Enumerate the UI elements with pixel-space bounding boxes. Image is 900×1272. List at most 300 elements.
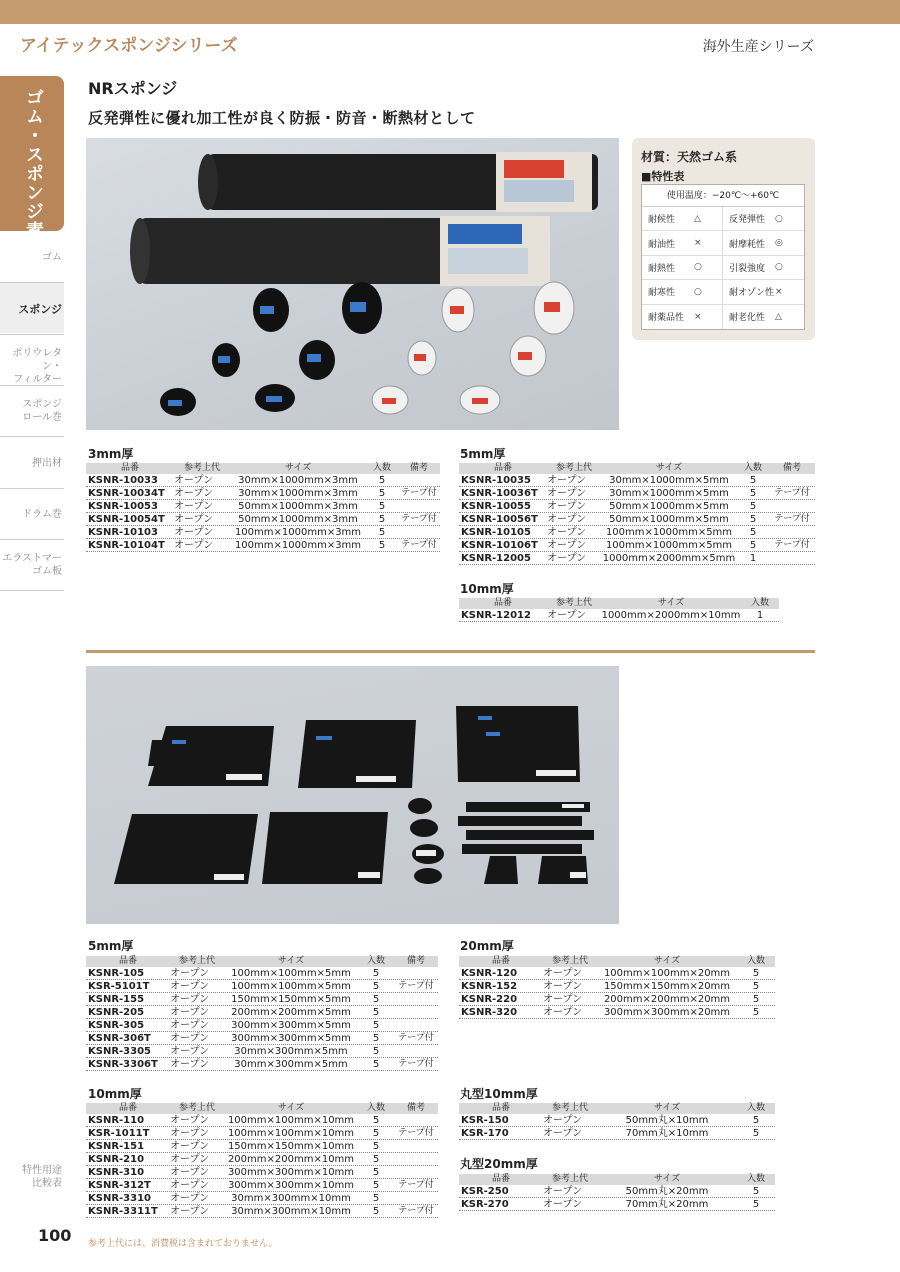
price-footnote: 参考上代には、消費税は含まれておりません。 xyxy=(88,1239,278,1249)
table-row xyxy=(459,1127,775,1140)
series-title: アイテックスポンジシリーズ xyxy=(20,36,238,56)
properties-heading: ■特性表 xyxy=(641,170,685,183)
table-header xyxy=(86,463,440,474)
section-divider xyxy=(86,650,815,653)
table-cell-code: KSNR-151 xyxy=(88,1141,145,1152)
table-cell-size: 300mm×300mm×10mm xyxy=(227,1180,355,1191)
table-cell-size: 100mm×100mm×20mm xyxy=(603,968,731,979)
table-cell-qty: 5 xyxy=(752,1115,760,1126)
table-cell-price: オープン xyxy=(174,501,214,512)
table-cell-note: テープ付 xyxy=(774,514,810,524)
table-cell-code: KSNR-210 xyxy=(88,1154,145,1165)
property-rating: × xyxy=(775,286,783,297)
sidebar-divider xyxy=(0,539,64,540)
product-name: NRスポンジ xyxy=(88,79,178,98)
table-cell-note xyxy=(394,1019,438,1031)
table-cell-price: オープン xyxy=(170,1154,210,1165)
table-cell-size: 30mm×300mm×5mm xyxy=(234,1046,348,1057)
table-cell-code: KSNR-3306T xyxy=(88,1059,158,1070)
table-cell-qty: 5 xyxy=(372,1167,380,1178)
table-cell-size: 30mm×1000mm×5mm xyxy=(609,488,729,499)
column-header-code: 品番 xyxy=(118,1103,137,1113)
table-cell-price: オープン xyxy=(547,488,587,499)
property-name: 反発弾性 xyxy=(729,215,766,226)
table-cell-price: オープン xyxy=(170,1167,210,1178)
property-name: 耐薬品性 xyxy=(648,313,685,324)
table-row xyxy=(459,609,779,622)
table-cell-note xyxy=(769,500,815,512)
column-header-size: サイズ xyxy=(277,956,305,966)
column-header-size: サイズ xyxy=(653,1103,681,1113)
table-cell-price: オープン xyxy=(543,1007,583,1018)
table-cell-qty: 5 xyxy=(372,994,380,1005)
table-cell-note: テープ付 xyxy=(398,1059,434,1069)
table-cell-size: 100mm×1000mm×5mm xyxy=(605,540,733,551)
property-rating: ○ xyxy=(775,213,783,224)
spec-table-round-10mm xyxy=(459,1103,775,1140)
table-cell-code: KSNR-3311T xyxy=(88,1206,158,1217)
property-cell xyxy=(642,280,723,303)
table-cell-code: KSR-250 xyxy=(461,1186,509,1197)
table-row xyxy=(459,539,815,552)
property-cell xyxy=(723,280,804,303)
table-cell-price: オープン xyxy=(170,1033,210,1044)
property-name: 引裂強度 xyxy=(729,263,766,274)
table-cell-code: KSR-170 xyxy=(461,1128,509,1139)
table-row xyxy=(86,1140,438,1153)
column-header-code: 品番 xyxy=(491,1174,510,1184)
table-cell-price: オープン xyxy=(547,610,587,621)
property-cell xyxy=(723,207,804,230)
table-row xyxy=(459,993,775,1006)
table-row xyxy=(86,1192,438,1205)
table-cell-code: KSNR-110 xyxy=(88,1115,145,1126)
property-rating: ○ xyxy=(775,262,783,273)
table-cell-price: オープン xyxy=(547,475,587,486)
table-row xyxy=(86,487,440,500)
spec-table-10mm-roll xyxy=(459,598,779,622)
table-cell-note xyxy=(398,526,440,538)
sidebar-divider xyxy=(0,385,64,386)
spec-table-round-20mm xyxy=(459,1174,775,1211)
table-cell-qty: 5 xyxy=(372,1007,380,1018)
table-cell-price: オープン xyxy=(543,1128,583,1139)
table-header xyxy=(459,463,815,474)
property-row xyxy=(642,231,804,255)
table-cell-size: 30mm×1000mm×5mm xyxy=(609,475,729,486)
table-cell-price: オープン xyxy=(170,1007,210,1018)
table-cell-note: テープ付 xyxy=(774,488,810,498)
table-cell-size: 30mm×300mm×10mm xyxy=(231,1193,351,1204)
table-cell-code: KSNR-120 xyxy=(461,968,518,979)
table-row xyxy=(86,500,440,513)
table-row xyxy=(86,1127,438,1140)
property-row xyxy=(642,207,804,231)
table-cell-qty: 5 xyxy=(372,1193,380,1204)
product-photo-sheets xyxy=(86,666,619,924)
table-cell-qty: 5 xyxy=(372,1046,380,1057)
column-header-price: 参考上代 xyxy=(555,463,592,473)
table-header xyxy=(459,598,779,609)
product-tagline: 反発弾性に優れ加工性が良く防振・防音・断熱材として xyxy=(88,109,476,127)
table-cell-qty: 1 xyxy=(756,610,764,621)
table-cell-note: テープ付 xyxy=(401,540,437,550)
table-cell-note: テープ付 xyxy=(401,488,437,498)
table-cell-code: KSNR-10105 xyxy=(461,527,531,538)
table-cell-qty: 5 xyxy=(752,968,760,979)
table-cell-qty: 5 xyxy=(372,1059,380,1070)
table-cell-note: テープ付 xyxy=(398,1206,434,1216)
table-cell-size: 70mm丸×10mm xyxy=(625,1128,709,1139)
table-cell-qty: 5 xyxy=(749,540,757,551)
table-cell-size: 300mm×300mm×5mm xyxy=(231,1020,351,1031)
table-cell-code: KSNR-12012 xyxy=(461,610,531,621)
table-row xyxy=(459,500,815,513)
temperature-range: 使用温度：−20℃〜+60℃ xyxy=(642,185,804,207)
sidebar-item-sponge-roll[interactable]: スポンジ ロール巻 xyxy=(22,399,62,423)
table-cell-note xyxy=(394,1114,438,1126)
table-row xyxy=(86,1045,438,1058)
table-row xyxy=(86,1058,438,1071)
table-row xyxy=(86,526,440,539)
table-title-3mm: 3mm厚 xyxy=(88,447,134,461)
table-cell-qty: 5 xyxy=(378,540,386,551)
table-cell-size: 50mm×1000mm×5mm xyxy=(609,501,729,512)
table-cell-qty: 5 xyxy=(372,1154,380,1165)
property-cell xyxy=(723,305,804,329)
property-rating: × xyxy=(694,238,702,249)
table-row xyxy=(86,967,438,980)
column-header-code: 品番 xyxy=(493,463,512,473)
table-cell-qty: 5 xyxy=(372,1020,380,1031)
sidebar-item-drum[interactable]: ドラム巻 xyxy=(22,509,62,520)
table-cell-code: KSNR-10035 xyxy=(461,475,531,486)
table-cell-price: オープン xyxy=(170,981,210,992)
table-cell-price: オープン xyxy=(170,1193,210,1204)
table-cell-price: オープン xyxy=(547,540,587,551)
overseas-label: 海外生産シリーズ xyxy=(702,39,814,55)
table-cell-price: オープン xyxy=(543,981,583,992)
table-header xyxy=(459,1103,775,1114)
column-header-note: 備考 xyxy=(406,1103,425,1113)
property-name: 耐候性 xyxy=(648,215,676,226)
column-header-qty: 入数 xyxy=(746,1174,765,1184)
table-row xyxy=(459,513,815,526)
table-cell-price: オープン xyxy=(170,1141,210,1152)
table-row xyxy=(86,474,440,487)
table-row xyxy=(86,980,438,993)
column-header-code: 品番 xyxy=(120,463,139,473)
property-rating: ○ xyxy=(694,262,702,273)
spec-table-5mm-sheet xyxy=(86,956,438,1071)
table-cell-qty: 5 xyxy=(378,488,386,499)
table-cell-price: オープン xyxy=(174,540,214,551)
column-header-size: サイズ xyxy=(277,1103,305,1113)
property-cell xyxy=(723,256,804,279)
table-cell-note xyxy=(394,1045,438,1057)
table-cell-qty: 5 xyxy=(372,1115,380,1126)
table-cell-code: KSNR-10034T xyxy=(88,488,165,499)
table-cell-price: オープン xyxy=(170,1059,210,1070)
table-cell-code: KSNR-10036T xyxy=(461,488,538,499)
table-row xyxy=(459,1006,775,1019)
column-header-size: サイズ xyxy=(653,1174,681,1184)
table-cell-price: オープン xyxy=(170,1128,210,1139)
table-cell-price: オープン xyxy=(174,475,214,486)
table-row xyxy=(459,967,775,980)
table-cell-size: 100mm×100mm×10mm xyxy=(227,1128,355,1139)
property-name: 耐油性 xyxy=(648,239,676,250)
sidebar-category-label: ゴム・スポンジ素材 xyxy=(23,88,44,259)
table-cell-code: KSNR-306T xyxy=(88,1033,151,1044)
column-header-code: 品番 xyxy=(491,1103,510,1113)
table-cell-code: KSNR-10106T xyxy=(461,540,538,551)
table-cell-size: 300mm×300mm×20mm xyxy=(603,1007,731,1018)
table-cell-note xyxy=(394,1166,438,1178)
table-cell-price: オープン xyxy=(174,514,214,525)
table-cell-note: テープ付 xyxy=(774,540,810,550)
table-cell-note: テープ付 xyxy=(398,1180,434,1190)
product-photo-rolls xyxy=(86,138,619,430)
table-cell-code: KSNR-12005 xyxy=(461,553,531,564)
table-cell-qty: 5 xyxy=(752,981,760,992)
table-cell-size: 30mm×1000mm×3mm xyxy=(238,488,358,499)
table-cell-size: 100mm×1000mm×3mm xyxy=(234,527,362,538)
table-row xyxy=(459,1198,775,1211)
table-cell-price: オープン xyxy=(170,968,210,979)
property-name: 耐オゾン性 xyxy=(729,288,775,299)
table-cell-code: KSNR-3305 xyxy=(88,1046,152,1057)
table-cell-qty: 5 xyxy=(378,514,386,525)
table-cell-price: オープン xyxy=(174,488,214,499)
sidebar-divider xyxy=(0,334,64,335)
table-cell-code: KSNR-10103 xyxy=(88,527,158,538)
table-cell-note xyxy=(769,474,815,486)
table-cell-qty: 5 xyxy=(372,968,380,979)
table-cell-price: オープン xyxy=(547,514,587,525)
table-row xyxy=(86,513,440,526)
table-cell-size: 300mm×300mm×5mm xyxy=(231,1033,351,1044)
table-cell-qty: 5 xyxy=(752,1199,760,1210)
table-cell-qty: 1 xyxy=(749,553,757,564)
sidebar-item-sponge[interactable]: スポンジ xyxy=(18,303,62,316)
table-cell-note: テープ付 xyxy=(398,1128,434,1138)
column-header-code: 品番 xyxy=(118,956,137,966)
table-cell-code: KSNR-152 xyxy=(461,981,518,992)
table-cell-note xyxy=(398,474,440,486)
property-cell xyxy=(642,305,723,329)
property-name: 耐熱性 xyxy=(648,263,676,274)
column-header-code: 品番 xyxy=(493,598,512,608)
table-cell-size: 30mm×300mm×5mm xyxy=(234,1059,348,1070)
table-header xyxy=(459,956,775,967)
column-header-note: 備考 xyxy=(406,956,425,966)
column-header-note: 備考 xyxy=(409,463,428,473)
table-cell-price: オープン xyxy=(547,527,587,538)
table-cell-size: 30mm×300mm×10mm xyxy=(231,1206,351,1217)
table-cell-code: KSR-5101T xyxy=(88,981,150,992)
table-cell-size: 50mm×1000mm×5mm xyxy=(609,514,729,525)
table-cell-note: テープ付 xyxy=(401,514,437,524)
table-cell-size: 150mm×150mm×5mm xyxy=(231,994,351,1005)
property-rating: △ xyxy=(694,213,701,224)
table-cell-qty: 5 xyxy=(372,1206,380,1217)
column-header-qty: 入数 xyxy=(746,956,765,966)
table-cell-code: KSNR-155 xyxy=(88,994,145,1005)
table-title-20mm-sheet: 20mm厚 xyxy=(460,939,514,953)
table-cell-price: オープン xyxy=(543,1186,583,1197)
property-row xyxy=(642,280,804,304)
column-header-size: サイズ xyxy=(284,463,312,473)
table-row xyxy=(86,993,438,1006)
table-row xyxy=(459,1185,775,1198)
table-cell-qty: 5 xyxy=(378,475,386,486)
column-header-qty: 入数 xyxy=(743,463,762,473)
table-cell-price: オープン xyxy=(170,1115,210,1126)
property-name: 耐老化性 xyxy=(729,313,766,324)
table-cell-code: KSR-1011T xyxy=(88,1128,150,1139)
table-cell-size: 150mm×150mm×10mm xyxy=(227,1141,355,1152)
properties-table xyxy=(641,184,805,330)
table-cell-size: 100mm×1000mm×3mm xyxy=(234,540,362,551)
table-cell-qty: 5 xyxy=(749,527,757,538)
table-cell-price: オープン xyxy=(547,553,587,564)
table-cell-code: KSNR-3310 xyxy=(88,1193,152,1204)
table-title-5mm-roll: 5mm厚 xyxy=(460,447,506,461)
column-header-price: 参考上代 xyxy=(178,956,215,966)
table-cell-qty: 5 xyxy=(372,981,380,992)
table-cell-size: 100mm×100mm×10mm xyxy=(227,1115,355,1126)
column-header-price: 参考上代 xyxy=(551,1103,588,1113)
table-cell-code: KSNR-10053 xyxy=(88,501,158,512)
column-header-qty: 入数 xyxy=(372,463,391,473)
table-cell-note xyxy=(394,1192,438,1204)
table-row xyxy=(86,1166,438,1179)
table-title-round-10mm: 丸型10mm厚 xyxy=(460,1087,538,1101)
table-cell-size: 50mm×1000mm×3mm xyxy=(238,514,358,525)
sidebar-item-polyurethane[interactable]: ポリウレタン・ フィルター xyxy=(12,348,62,385)
table-row xyxy=(86,1006,438,1019)
sidebar-item-elastomer[interactable]: エラストマー ゴム板 xyxy=(2,553,62,577)
table-cell-price: オープン xyxy=(170,994,210,1005)
column-header-note: 備考 xyxy=(782,463,801,473)
property-cell xyxy=(642,256,723,279)
sidebar-item-comparison[interactable]: 特性用途 比較表 xyxy=(22,1165,62,1189)
table-cell-qty: 5 xyxy=(372,1180,380,1191)
table-row xyxy=(459,980,775,993)
table-row xyxy=(86,1032,438,1045)
spec-table-3mm xyxy=(86,463,440,552)
table-cell-note xyxy=(769,526,815,538)
table-row xyxy=(459,487,815,500)
table-cell-size: 100mm×100mm×5mm xyxy=(231,968,351,979)
column-header-qty: 入数 xyxy=(366,956,385,966)
property-cell xyxy=(723,231,804,254)
table-title-round-20mm: 丸型20mm厚 xyxy=(460,1157,538,1171)
table-header xyxy=(459,1174,775,1185)
property-rating: ◎ xyxy=(775,238,783,249)
table-cell-size: 100mm×1000mm×5mm xyxy=(605,527,733,538)
property-rating: △ xyxy=(775,311,782,322)
table-cell-size: 50mm丸×20mm xyxy=(625,1186,709,1197)
table-cell-price: オープン xyxy=(543,994,583,1005)
column-header-qty: 入数 xyxy=(750,598,769,608)
property-row xyxy=(642,256,804,280)
table-cell-size: 1000mm×2000mm×10mm xyxy=(601,610,741,621)
table-cell-code: KSNR-10055 xyxy=(461,501,531,512)
table-cell-size: 200mm×200mm×20mm xyxy=(603,994,731,1005)
table-row xyxy=(86,1114,438,1127)
sidebar-divider xyxy=(0,590,64,591)
table-row xyxy=(459,552,815,565)
table-cell-note xyxy=(394,1006,438,1018)
column-header-qty: 入数 xyxy=(746,1103,765,1113)
sidebar-item-gomu[interactable]: ゴム xyxy=(42,252,62,263)
table-cell-note xyxy=(769,552,815,564)
table-cell-code: KSNR-312T xyxy=(88,1180,151,1191)
spec-table-20mm-sheet xyxy=(459,956,775,1019)
column-header-size: サイズ xyxy=(655,463,683,473)
sidebar-item-extrusion[interactable]: 押出材 xyxy=(32,458,62,469)
table-row xyxy=(459,474,815,487)
spec-table-5mm-roll xyxy=(459,463,815,565)
table-cell-note: テープ付 xyxy=(398,981,434,991)
column-header-price: 参考上代 xyxy=(178,1103,215,1113)
table-cell-price: オープン xyxy=(543,968,583,979)
table-cell-qty: 5 xyxy=(749,501,757,512)
table-header xyxy=(86,956,438,967)
table-cell-code: KSNR-10033 xyxy=(88,475,158,486)
table-cell-qty: 5 xyxy=(752,1128,760,1139)
property-row xyxy=(642,305,804,329)
table-cell-note xyxy=(398,500,440,512)
table-cell-size: 50mm×1000mm×3mm xyxy=(238,501,358,512)
sidebar-divider xyxy=(0,488,64,489)
table-cell-price: オープン xyxy=(170,1046,210,1057)
table-cell-code: KSR-270 xyxy=(461,1199,509,1210)
column-header-size: サイズ xyxy=(653,956,681,966)
table-cell-qty: 5 xyxy=(752,1007,760,1018)
table-cell-price: オープン xyxy=(170,1020,210,1031)
table-title-10mm-sheet: 10mm厚 xyxy=(88,1087,142,1101)
table-cell-price: オープン xyxy=(543,1199,583,1210)
table-cell-code: KSR-150 xyxy=(461,1115,509,1126)
sidebar-divider xyxy=(0,436,64,437)
property-rating: × xyxy=(694,311,702,322)
table-cell-code: KSNR-320 xyxy=(461,1007,518,1018)
table-cell-code: KSNR-10056T xyxy=(461,514,538,525)
property-cell xyxy=(642,231,723,254)
table-cell-code: KSNR-310 xyxy=(88,1167,145,1178)
table-cell-price: オープン xyxy=(170,1180,210,1191)
table-cell-size: 1000mm×2000mm×5mm xyxy=(602,553,736,564)
table-cell-size: 200mm×200mm×10mm xyxy=(227,1154,355,1165)
table-cell-price: オープン xyxy=(543,1115,583,1126)
table-row xyxy=(86,1019,438,1032)
table-title-5mm-sheet: 5mm厚 xyxy=(88,939,134,953)
table-cell-qty: 5 xyxy=(372,1033,380,1044)
table-cell-size: 200mm×200mm×5mm xyxy=(231,1007,351,1018)
table-cell-note xyxy=(394,1140,438,1152)
property-cell xyxy=(642,207,723,230)
table-cell-size: 300mm×300mm×10mm xyxy=(227,1167,355,1178)
spec-table-10mm-sheet xyxy=(86,1103,438,1218)
table-cell-size: 50mm丸×10mm xyxy=(625,1115,709,1126)
table-cell-size: 70mm丸×20mm xyxy=(625,1199,709,1210)
table-cell-size: 100mm×100mm×5mm xyxy=(231,981,351,992)
table-cell-price: オープン xyxy=(174,527,214,538)
table-cell-qty: 5 xyxy=(749,488,757,499)
